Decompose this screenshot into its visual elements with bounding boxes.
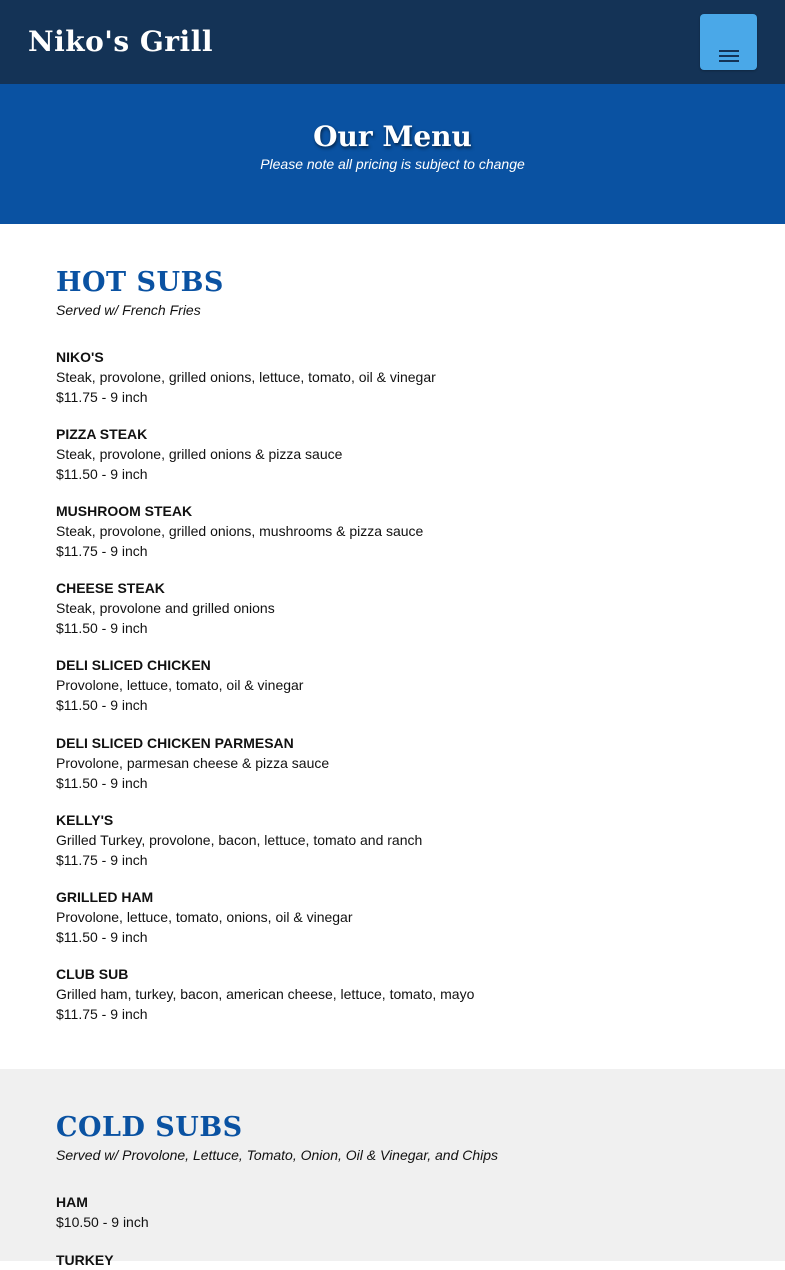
section-subtitle-cold-subs: Served w/ Provolone, Lettuce, Tomato, Onion, Oil & Vinegar, and Chips xyxy=(56,1147,499,1163)
menu-item xyxy=(56,965,736,1024)
menu-item-price: $11.50 - 9 inch xyxy=(56,697,148,713)
menu-item-price: $11.75 - 9 inch xyxy=(56,389,148,405)
menu-item-name: MUSHROOM STEAK xyxy=(56,503,193,519)
menu-item-description: Steak, provolone, grilled onions & pizza sauce xyxy=(56,446,343,462)
menu-item-name: TURKEY xyxy=(56,1252,114,1268)
menu-item-name: CLUB SUB xyxy=(56,966,129,982)
hamburger-menu-icon-bar xyxy=(719,55,739,57)
menu-item-price: $11.75 - 9 inch xyxy=(56,1006,148,1022)
menu-item-description: Provolone, parmesan cheese & pizza sauce xyxy=(56,755,330,771)
section-title-cold-subs: COLD SUBS xyxy=(56,1112,243,1143)
menu-item-price: $11.50 - 9 inch xyxy=(56,775,148,791)
menu-item-name: DELI SLICED CHICKEN xyxy=(56,657,211,673)
menu-item xyxy=(56,425,736,484)
section-subtitle-hot-subs: Served w/ French Fries xyxy=(56,302,201,318)
menu-item-description: Steak, provolone, grilled onions, lettuce, tomato, oil & vinegar xyxy=(56,369,436,385)
menu-item xyxy=(56,734,736,793)
menu-item-description: Grilled ham, turkey, bacon, american cheese, lettuce, tomato, mayo xyxy=(56,986,475,1002)
menu-item-price: $11.50 - 9 inch xyxy=(56,929,148,945)
menu-item-price: $11.50 - 9 inch xyxy=(56,620,148,636)
menu-item-description: Grilled Turkey, provolone, bacon, lettuce, tomato and ranch xyxy=(56,832,423,848)
menu-item-name: KELLY'S xyxy=(56,812,114,828)
menu-item-price: $10.50 - 9 inch xyxy=(56,1214,149,1230)
menu-item-name: PIZZA STEAK xyxy=(56,426,148,442)
menu-item xyxy=(56,1193,736,1232)
menu-item-description: Provolone, lettuce, tomato, onions, oil & vinegar xyxy=(56,909,353,925)
menu-item-price: $11.75 - 9 inch xyxy=(56,543,148,559)
menu-item-description: Steak, provolone and grilled onions xyxy=(56,600,275,616)
brand-logo-text[interactable]: Niko's Grill xyxy=(28,25,213,58)
hamburger-menu-icon xyxy=(719,50,739,52)
menu-item xyxy=(56,579,736,638)
hamburger-menu-icon-bar xyxy=(719,60,739,62)
menu-item xyxy=(56,811,736,870)
section-title-hot-subs: HOT SUBS xyxy=(56,267,224,298)
pricing-note: Please note all pricing is subject to change xyxy=(260,156,525,172)
menu-item-name: CHEESE STEAK xyxy=(56,580,165,596)
menu-item-price: $11.75 - 9 inch xyxy=(56,852,148,868)
menu-item-price: $11.50 - 9 inch xyxy=(56,466,148,482)
menu-toggle-button[interactable] xyxy=(700,14,757,70)
menu-item-description: Provolone, lettuce, tomato, oil & vinegar xyxy=(56,677,304,693)
menu-item-name: NIKO'S xyxy=(56,349,104,365)
top-navbar xyxy=(0,0,785,84)
cold-subs-section xyxy=(0,1069,785,1268)
hot-subs-section xyxy=(0,224,785,1069)
menu-item xyxy=(56,502,736,561)
page-title: Our Menu xyxy=(313,120,472,153)
menu-item-name: DELI SLICED CHICKEN PARMESAN xyxy=(56,735,294,751)
menu-item xyxy=(56,888,736,947)
menu-item xyxy=(56,348,736,407)
menu-item-name: GRILLED HAM xyxy=(56,889,154,905)
menu-item xyxy=(56,656,736,715)
menu-item-description: Steak, provolone, grilled onions, mushrooms & pizza sauce xyxy=(56,523,424,539)
menu-hero-banner xyxy=(0,84,785,224)
menu-item-name: HAM xyxy=(56,1194,88,1210)
